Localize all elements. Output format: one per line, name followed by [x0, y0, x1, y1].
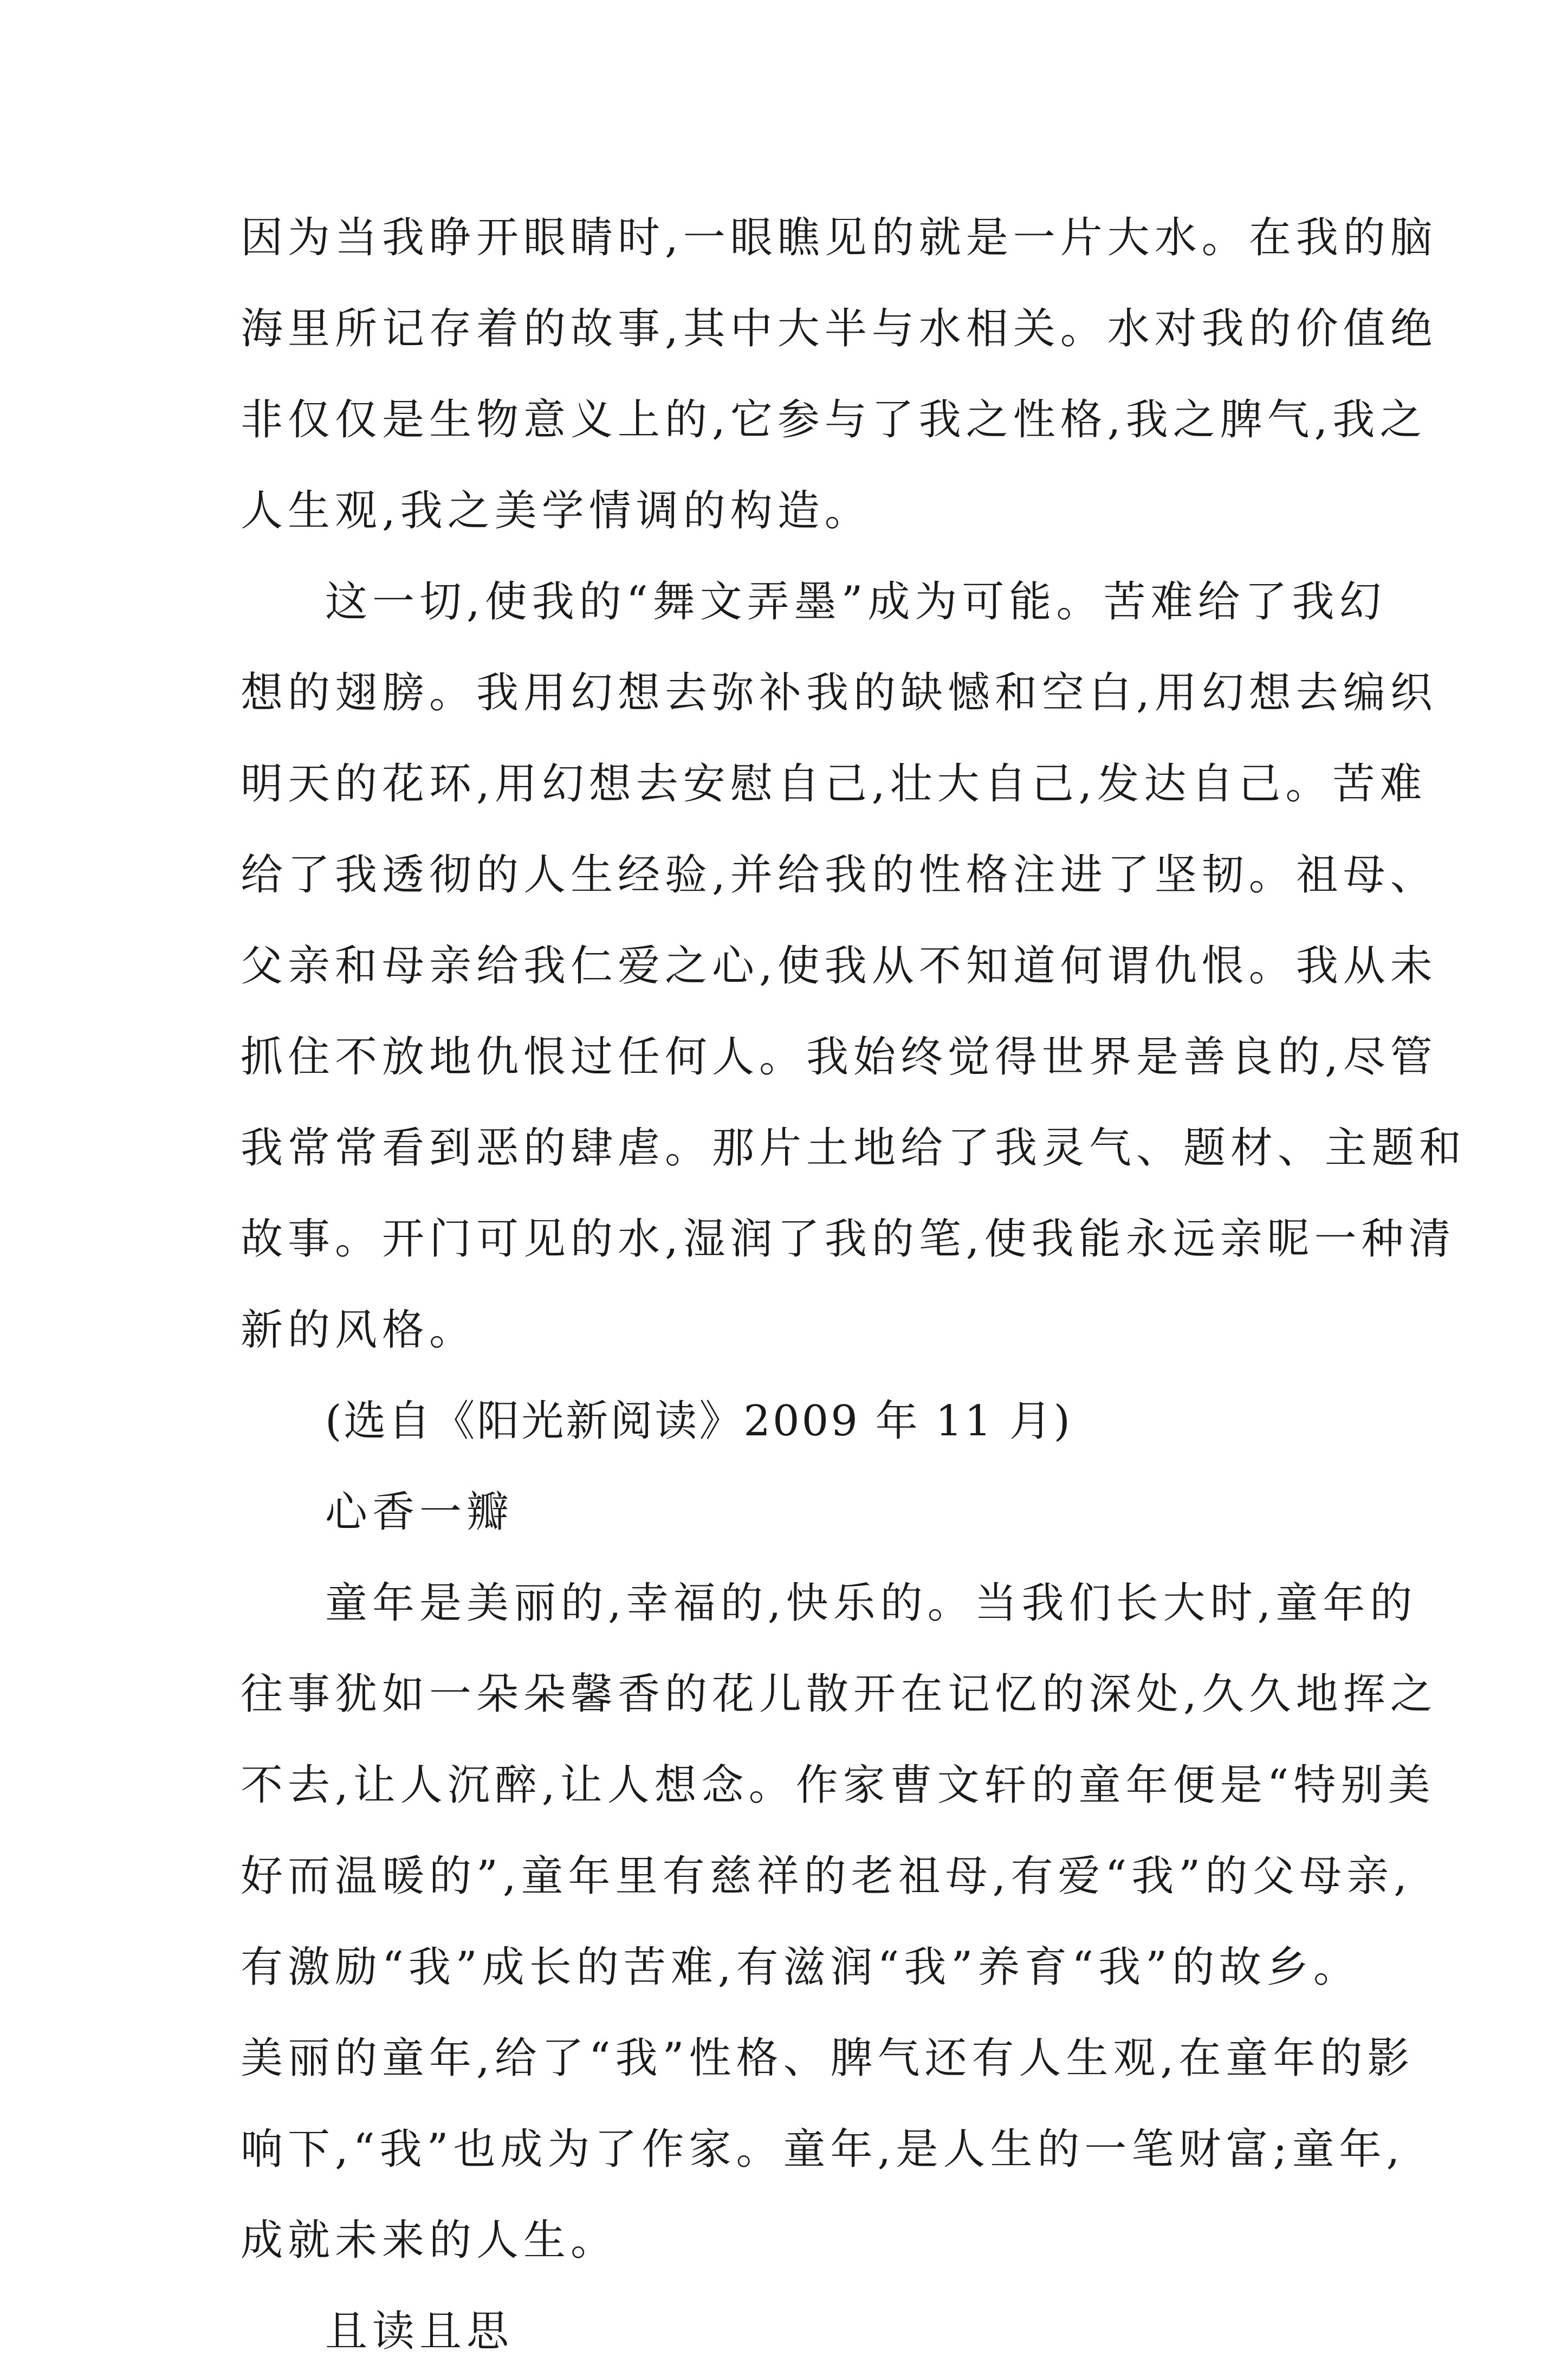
text-line: 有激励“我”成长的苦难,有滋润“我”养育“我”的故乡。: [241, 1943, 1361, 1992]
text-line: 海里所记存着的故事,其中大半与水相关。水对我的价值绝: [241, 305, 1437, 353]
text-line: 美丽的童年,给了“我”性格、脾气还有人生观,在童年的影: [241, 2034, 1415, 2083]
text-line: 成就未来的人生。: [241, 2216, 618, 2265]
text-line: 故事。开门可见的水,湿润了我的笔,使我能永远亲昵一种清: [241, 1215, 1456, 1264]
text-line: 抓住不放地仇恨过任何人。我始终觉得世界是善良的,尽管: [241, 1033, 1437, 1081]
text-line: 非仅仅是生物意义上的,它参与了我之性格,我之脾气,我之: [241, 396, 1427, 444]
text-line: 明天的花环,用幻想去安慰自己,壮大自己,发达自己。苦难: [241, 760, 1427, 808]
text-line: 好而温暖的”,童年里有慈祥的老祖母,有爱“我”的父母亲,: [241, 1852, 1413, 1901]
paragraph-first-line: 童年是美丽的,幸福的,快乐的。当我们长大时,童年的: [325, 1579, 1417, 1628]
document-body: [241, 192, 1467, 2377]
text-line: 给了我透彻的人生经验,并给我的性格注进了坚韧。祖母、: [241, 851, 1437, 899]
text-line: 父亲和母亲给我仁爱之心,使我从不知道何谓仇恨。我从未: [241, 942, 1437, 990]
section-heading: 且读且思: [325, 2307, 514, 2356]
text-line: 新的风格。: [241, 1306, 477, 1355]
source-citation: (选自《阳光新阅读》2009 年 11 月): [325, 1397, 1072, 1446]
text-line: 往事犹如一朵朵馨香的花儿散开在记忆的深处,久久地挥之: [241, 1670, 1437, 1719]
text-line: 想的翅膀。我用幻想去弥补我的缺憾和空白,用幻想去编织: [241, 669, 1437, 717]
text-line: 响下,“我”也成为了作家。童年,是人生的一笔财富;童年,: [241, 2125, 1405, 2174]
paragraph-first-line: 这一切,使我的“舞文弄墨”成为可能。苦难给了我幻: [325, 578, 1386, 626]
text-line: 我常常看到恶的肆虐。那片土地给了我灵气、题材、主题和: [241, 1124, 1467, 1173]
text-line: 不去,让人沉醉,让人想念。作家曹文轩的童年便是“特别美: [241, 1761, 1435, 1810]
text-line: 人生观,我之美学情调的构造。: [241, 487, 872, 535]
text-line: 因为当我睁开眼睛时,一眼瞧见的就是一片大水。在我的脑: [241, 213, 1437, 262]
section-heading: 心香一瓣: [325, 1488, 514, 1537]
